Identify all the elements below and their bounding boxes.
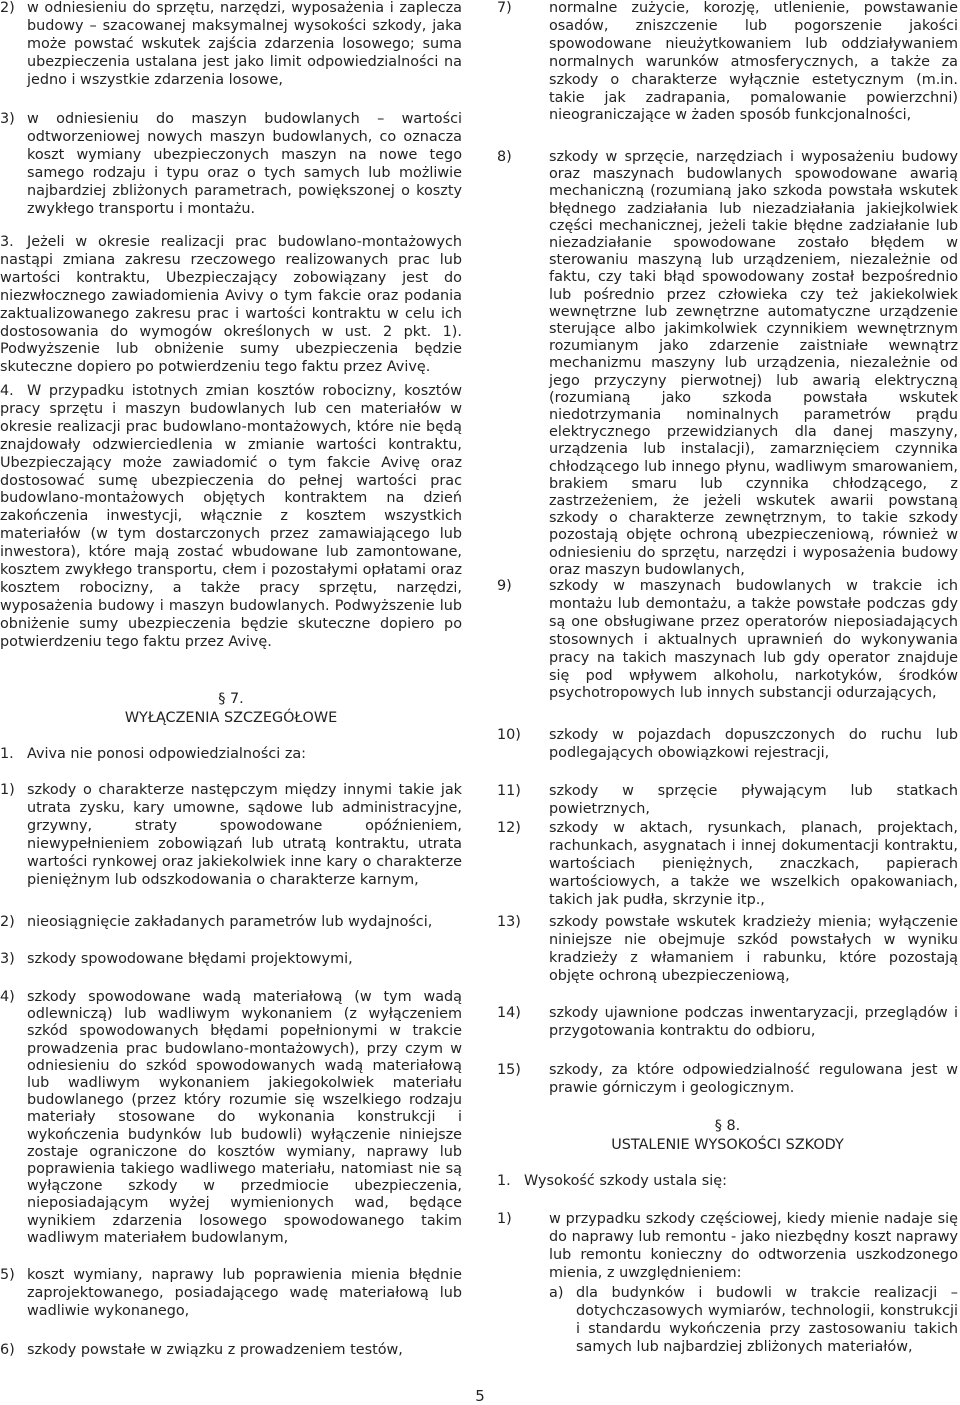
exclusion-text: szkody, za które odpowiedzialność regulowana jest w prawie górniczym i geologicznym. xyxy=(549,1062,958,1096)
exclusion-number: 11) xyxy=(497,783,521,799)
page-number: 5 xyxy=(475,1387,485,1405)
exclusion-text: szkody powstałe w związku z prowadzeniem testów, xyxy=(27,1342,403,1358)
clause-number: 3) xyxy=(0,111,15,127)
exclusion-text: szkody w aktach, rysunkach, planach, projektach, rachunkach, asygnatach i innej dokumentacji kontraktu, wartościach pieniężnych, znaczkach, papierach wartościowych, a także we wszelkich opakowaniach, takich jak pudła, skrzynie itp., xyxy=(549,820,958,908)
paragraph-number: 4. xyxy=(0,383,14,399)
exclusion-number: 4) xyxy=(0,989,15,1005)
exclusion-text: szkody w maszynach budowlanych w trakcie ich montażu lub demontażu, a także powstałe podczas gdy są one obsługiwane przez operatorów nieposiadających stosownych i aktualnych uprawnień do wykonywania pracy na takich maszynach lub gdy operator znajduje się pod wpływem alkoholu, narkotyków, środków psychotropowych lub innych substancji odurzających, xyxy=(549,578,958,702)
exclusion-number: 13) xyxy=(497,914,521,930)
exclusion-number: 5) xyxy=(0,1267,15,1283)
section-title: WYŁĄCZENIA SZCZEGÓŁOWE xyxy=(124,709,338,726)
clause-text: w odniesieniu do maszyn budowlanych – wartości odtworzeniowej nowych maszyn budowlanych, co oznacza koszt wymiany ubezpieczonych maszyn na nowe tego samego rodzaju i typu oraz o tych samych lub możliwie najbardziej zbliżonych parametrach, powiększonej o koszty zwykłego transportu i montażu. xyxy=(27,111,462,217)
exclusion-text: szkody w sprzęcie, narzędziach i wyposażeniu budowy oraz maszynach budowlanych spowodowane awarią mechaniczną (rozumianą jako szkoda powstała wskutek błędnego zadziałania lub niezadziałania jakiejkolwiek części mechanicznej, jeżeli takie błędne zadziałanie lub niezadziałanie spowodowane zostało błędem w sterowaniu maszyną lub urządzeniem, niezależnie od faktu, czy taki błąd spowodowany został bezpośrednio lub pośrednio przez człowieka czy też jakiekolwiek wewnętrzne lub zewnętrzne automatyczne urządzenie sterujące albo jakimkolwiek czynnikiem wewnętrznym rozumianym jako zdarzenie zaistniałe wewnątrz mechanizmu maszyny lub urządzenia, niezależnie od jego przyczyny pierwotnej) lub awarią elektryczną (rozumianą jako szkoda powstała wskutek niedotrzymania nominalnych parametrów prądu elektrycznego przewidzianych dla danej maszyny, urządzenia lub instalacji), zamarznięciem czynnika chłodzącego lub innego płynu, wadliwym smarowaniem, brakiem smaru lub czynnika chłodzącego, z zastrzeżeniem, że jeżeli wskutek awarii powstaną szkody o charakterze zewnętrznym, to takie szkody pozostają objęte ochroną ubezpieczeniową, również w odniesieniu do sprzętu, narzędzi i wyposażenia budowy oraz maszyn budowlanych, xyxy=(549,149,958,578)
exclusion-text: szkody w pojazdach dopuszczonych do ruchu lub podlegających obowiązkowi rejestracji, xyxy=(549,727,958,761)
paragraph-text: W przypadku istotnych zmian kosztów robocizny, kosztów pracy sprzętu i maszyn budowlanych lub cen materiałów w okresie realizacji prac budowlano-montażowych, które nie będą znajdowały odzwierciedlenia w zmianie wartości kontraktu, Ubezpieczający może zawiadomić o tym fakcie Avivę oraz dostosować sumę ubezpieczenia do pełnej wartości prac budowlano-montażowych objętych kontraktem na dzień zakończenia inwestycji, włącznie z kosztem wszystkich materiałów (w tym dostarczonych przez zamawiającego lub inwestora), które mają zostać wbudowane lub zamontowane, kosztem zwykłego transportu, cłem i pozostałymi opłatami oraz kosztem robocizny, a także pracy sprzętu, narzędzi, wyposażenia budowy i maszyn budowlanych. Podwyższenie lub obniżenie sumy ubezpieczenia będzie skuteczne dopiero po potwierdzeniu tego faktu przez Avivę. xyxy=(0,383,462,650)
exclusion-text: normalne zużycie, korozję, utlenienie, powstawanie osadów, zniszczenie lub pogorszenie jakości spowodowane nieużytkowaniem lub oddziaływaniem normalnych warunków atmosferycznych, a także za szkody o charakterze wyłącznie estetycznym (m.in. takie jak zadrapania, pomalowanie powierzchni) nieograniczające w żaden sposób funkcjonalności, xyxy=(549,0,958,124)
exclusion-number: 10) xyxy=(497,727,521,743)
paragraph-text: Jeżeli w okresie realizacji prac budowlano-montażowych nastąpi zmiana zakresu rzeczowego realizowanych prac lub wartości kontraktu, Ubezpieczający zobowiązany jest do niezwłocznego zawiadomienia Avivy o tym fakcie oraz podania zaktualizowanego zakresu prac i wartości kontraktu w celu ich dostosowania do wymogów określonych w ust. 2 pkt. 1). Podwyższenie lub obniżenie sumy ubezpieczenia będzie skuteczne dopiero po potwierdzeniu tego faktu przez Avivę. xyxy=(0,234,462,376)
exclusion-text: szkody spowodowane błędami projektowymi, xyxy=(27,951,353,967)
section-sign: § 8. xyxy=(714,1118,741,1134)
exclusion-text: koszt wymiany, naprawy lub poprawienia mienia błędnie zaprojektowanego, posiadającego wadę materiałową lub wadliwie wykonanego, xyxy=(27,1267,462,1319)
subclause-text: dla budynków i budowli w trakcie realizacji – dotychczasowych wymiarów, technologii, konstrukcji i standardu wykończenia przy zastosowaniu takich samych lub najbardziej zbliżonych materiałów, xyxy=(576,1285,958,1355)
subclause-letter: a) xyxy=(549,1285,564,1301)
exclusion-number: 7) xyxy=(497,0,512,16)
exclusion-text: nieosiągnięcie zakładanych parametrów lub wydajności, xyxy=(27,914,433,930)
exclusion-number: 3) xyxy=(0,951,15,967)
paragraph-text: Wysokość szkody ustala się: xyxy=(524,1173,727,1189)
exclusion-number: 9) xyxy=(497,578,512,594)
exclusion-text: szkody w sprzęcie pływającym lub statkach powietrznych, xyxy=(549,783,958,817)
exclusion-number: 15) xyxy=(497,1062,521,1078)
exclusion-number: 2) xyxy=(0,914,15,930)
paragraph-number: 1. xyxy=(0,746,14,762)
exclusion-number: 14) xyxy=(497,1005,521,1021)
clause-text: w odniesieniu do sprzętu, narzędzi, wyposażenia i zaplecza budowy – szacowanej maksymalnej wysokości szkody, jaka może powstać wskutek zajścia zdarzenia losowego; suma ubezpieczenia ustalana jest jako limit odpowiedzialności na jedno i wszystkie zdarzenia losowe, xyxy=(27,0,462,88)
exclusion-number: 8) xyxy=(497,149,512,165)
section-7-heading xyxy=(0,690,462,727)
exclusion-text: szkody o charakterze następczym między innymi takie jak utrata zysku, kary umowne, sądowe lub administracyjne, grzywny, straty spowodowane opóźnieniem, niewypełnieniem zobowiązań lub utratą kontraktu, utrata wartości rynkowej oraz jakiekolwiek inne kary o charakterze pieniężnym lub odszkodowania o charakterze karnym, xyxy=(27,782,462,888)
paragraph-number: 3. xyxy=(0,234,14,250)
exclusion-number: 6) xyxy=(0,1342,15,1358)
section-8-heading xyxy=(497,1117,958,1154)
exclusion-text: szkody ujawnione podczas inwentaryzacji, przeglądów i przygotowania kontraktu do odbioru, xyxy=(549,1005,958,1039)
paragraph-number: 1. xyxy=(497,1173,511,1189)
paragraph-text: Aviva nie ponosi odpowiedzialności za: xyxy=(27,746,307,762)
section-title: USTALENIE WYSOKOŚCI SZKODY xyxy=(611,1136,844,1153)
exclusion-text: szkody spowodowane wadą materiałową (w tym wadą odlewniczą) lub wadliwym wykonaniem (z wyłączeniem szkód spowodowanych błędami popełnionymi w trakcie prowadzenia prac budowlano-montażowych), przy czym w odniesieniu do szkód spowodowanych wadą materiałową lub wadliwym wykonaniem jakiegokolwiek materiału budowlanego (przez który rozumie się wszelkiego rodzaju materiały stosowane do wykonania konstrukcji i wykończenia budynków lub budowli) wyłączenie niniejsze zostaje ograniczone do kosztów wymiany, naprawy lub poprawienia takiego wadliwego materiału, natomiast nie są wyłączone szkody w przedmiocie ubezpieczenia, nieposiadającym wyżej wymienionych wad, będące wynikiem zdarzenia losowego spowodowanego takim wadliwym materiałem budowlanym, xyxy=(27,989,462,1246)
section-sign: § 7. xyxy=(218,691,244,707)
subclause-text: w przypadku szkody częściowej, kiedy mienie nadaje się do naprawy lub remontu - jako niezbędny koszt naprawy lub remontu konieczny do odtworzenia uszkodzonego mienia, z uwzględnieniem: xyxy=(549,1211,958,1281)
clause-number: 2) xyxy=(0,0,15,16)
subclause-number: 1) xyxy=(497,1211,512,1227)
exclusion-number: 12) xyxy=(497,820,521,836)
exclusion-text: szkody powstałe wskutek kradzieży mienia; wyłączenie niniejsze nie obejmuje szkód powstałych w wyniku kradzieży z włamaniem i rabunku, które pozostają objęte ochroną ubezpieczeniową, xyxy=(549,914,958,984)
exclusion-number: 1) xyxy=(0,782,15,798)
